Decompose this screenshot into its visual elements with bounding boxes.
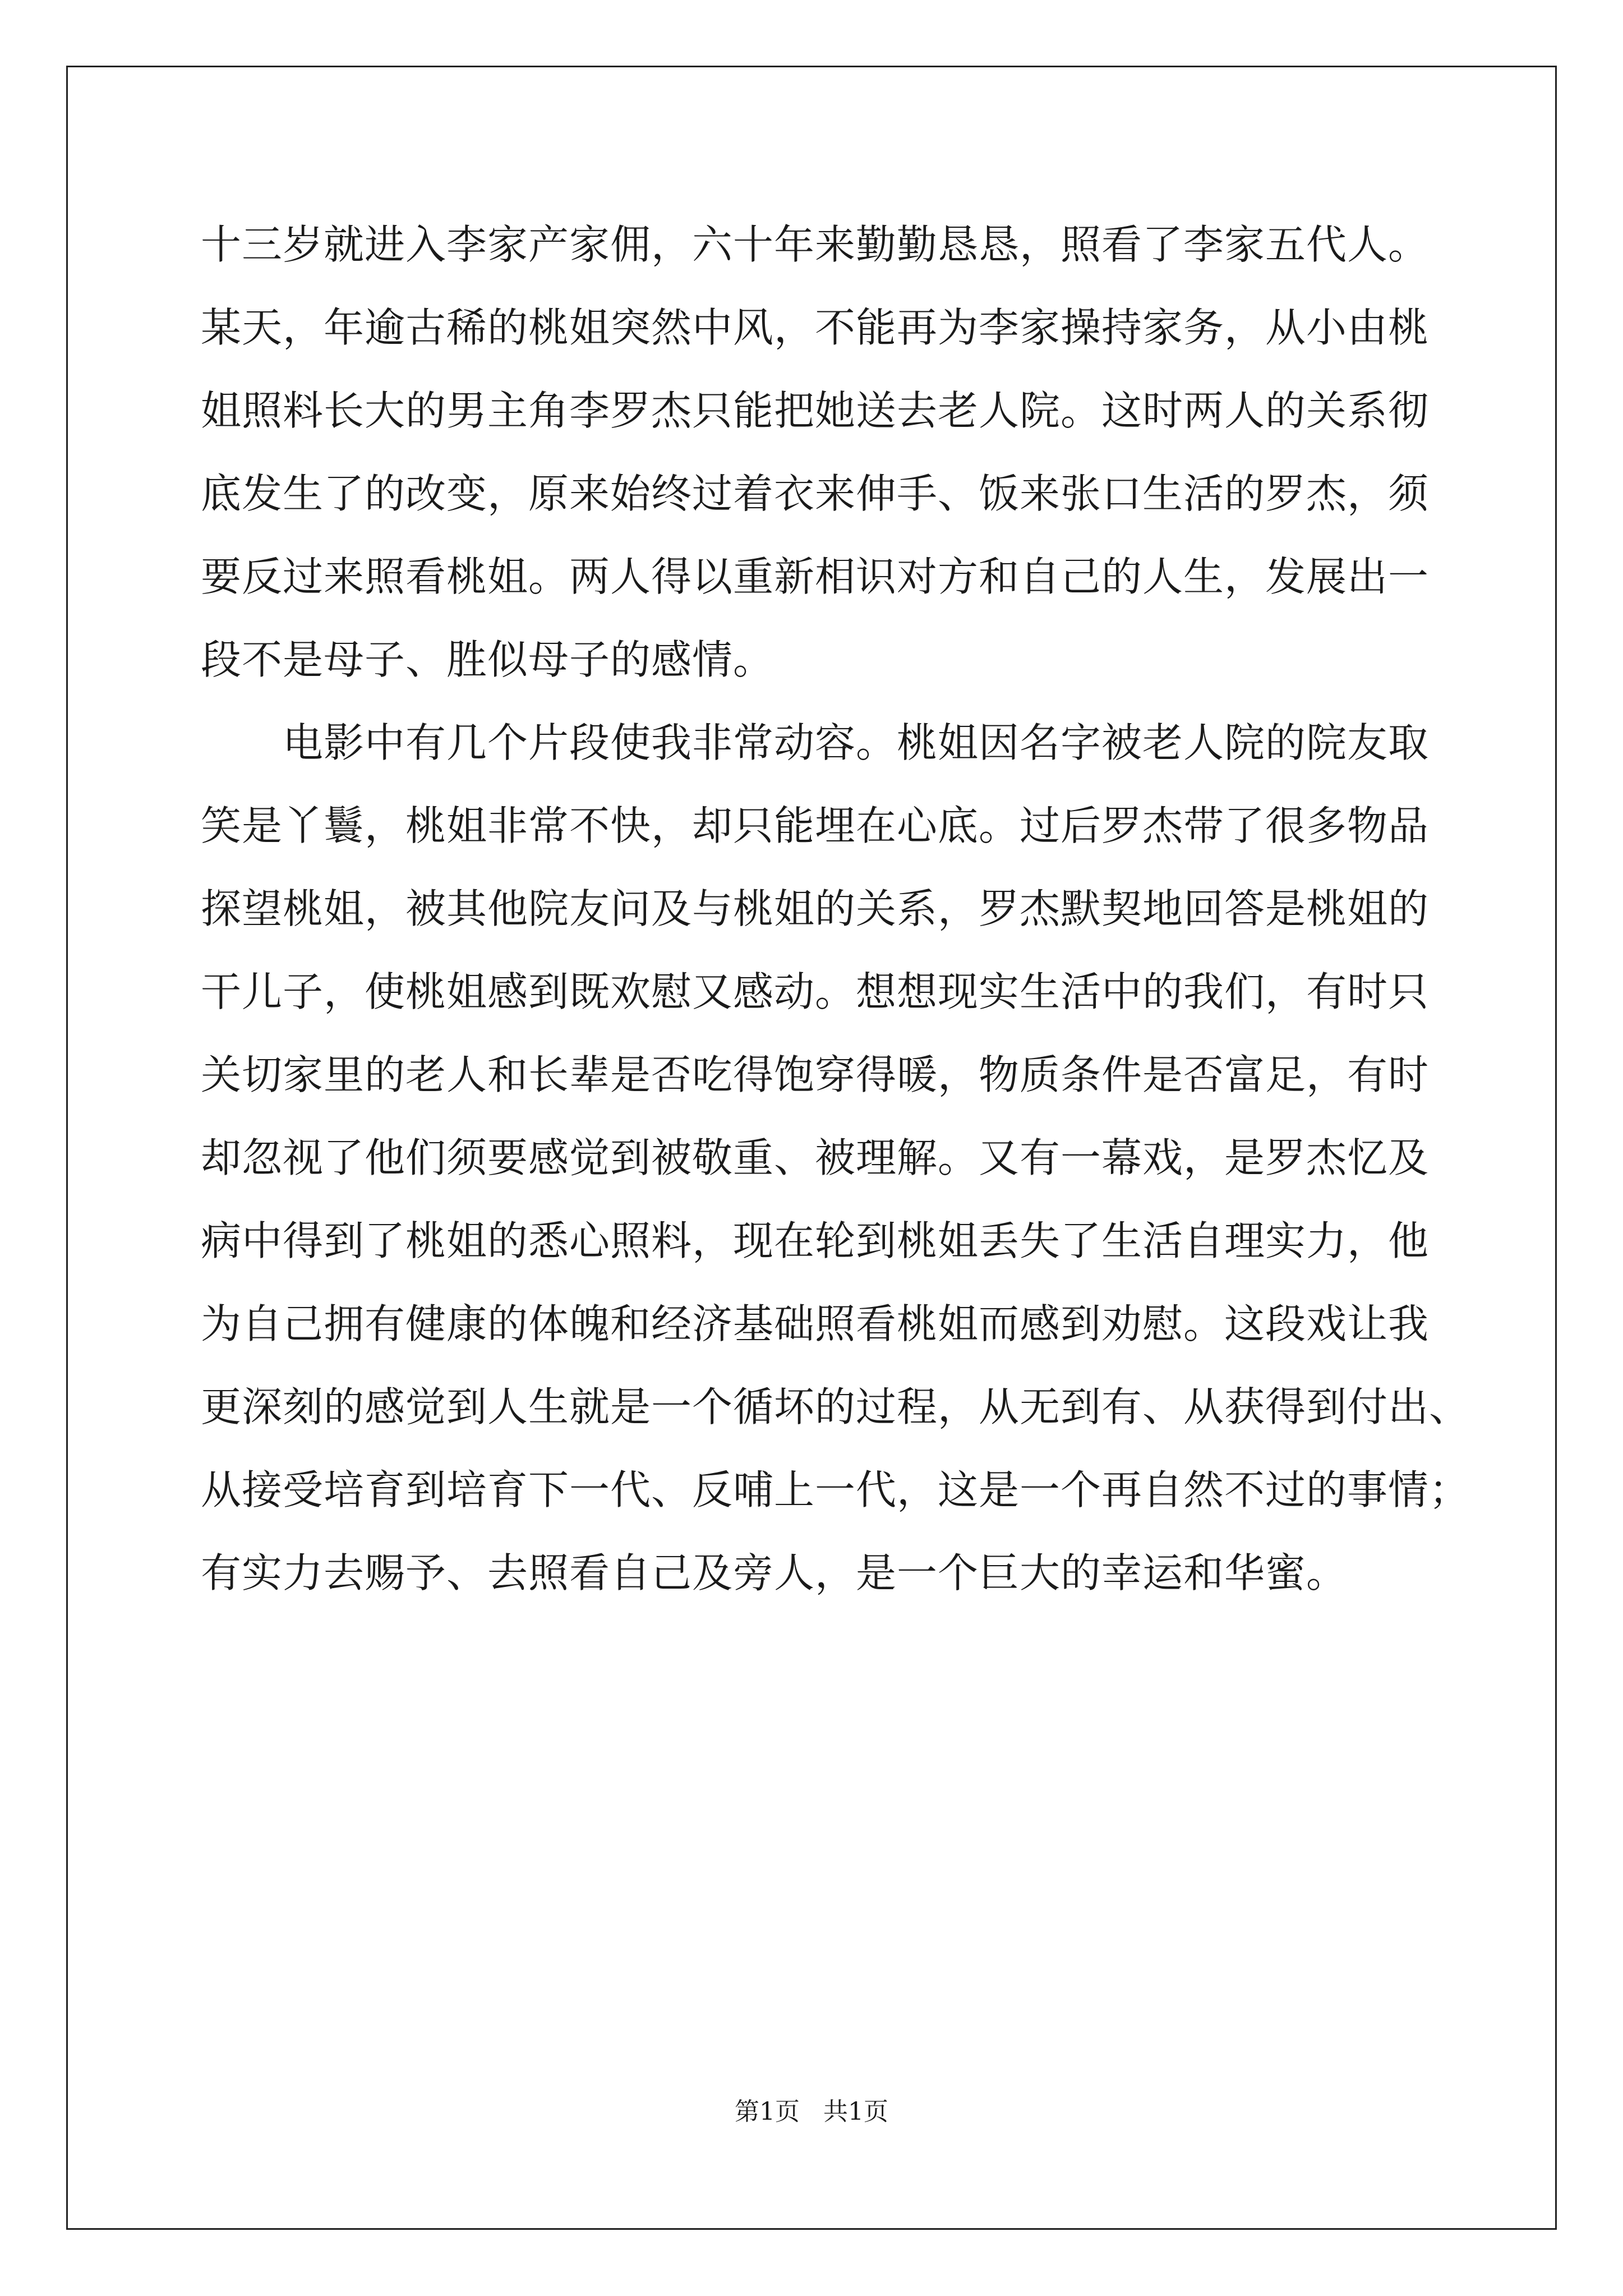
text-line: 探望桃姐，被其他院友问及与桃姐的关系，罗杰默契地回答是桃姐的 — [201, 885, 1430, 932]
text-line: 干儿子，使桃姐感到既欢慰又感动。想想现实生活中的我们，有时只 — [201, 968, 1430, 1015]
text-line: 病中得到了桃姐的悉心照料，现在轮到桃姐丢失了生活自理实力，他 — [201, 1217, 1430, 1264]
text-line: 有实力去赐予、去照看自己及旁人，是一个巨大的幸运和华蜜。 — [201, 1549, 1348, 1596]
document-body — [201, 203, 1470, 1614]
text-line: 为自己拥有健康的体魄和经济基础照看桃姐而感到劝慰。这段戏让我 — [201, 1300, 1430, 1347]
page-number-footer: 第1页 共1页 — [735, 2097, 888, 2126]
text-line: 某天，年逾古稀的桃姐突然中风，不能再为李家操持家务，从小由桃 — [201, 304, 1430, 351]
text-line: 要反过来照看桃姐。两人得以重新相识对方和自己的人生，发展出一 — [201, 553, 1430, 600]
text-line: 电影中有几个片段使我非常动容。桃姐因名字被老人院的院友取 — [283, 719, 1430, 766]
text-line: 笑是丫鬟，桃姐非常不快，却只能埋在心底。过后罗杰带了很多物品 — [201, 802, 1430, 849]
text-line: 十三岁就进入李家产家佣，六十年来勤勤恳恳，照看了李家五代人。 — [201, 221, 1430, 268]
text-line: 从接受培育到培育下一代、反哺上一代，这是一个再自然不过的事情； — [201, 1466, 1470, 1513]
text-line: 姐照料长大的男主角李罗杰只能把她送去老人院。这时两人的关系彻 — [201, 387, 1430, 434]
text-line: 底发生了的改变，原来始终过着衣来伸手、饭来张口生活的罗杰，须 — [201, 470, 1430, 517]
text-line: 却忽视了他们须要感觉到被敬重、被理解。又有一幕戏，是罗杰忆及 — [201, 1134, 1430, 1181]
text-line: 更深刻的感觉到人生就是一个循坏的过程，从无到有、从获得到付出、 — [201, 1383, 1470, 1430]
text-line: 段不是母子、胜似母子的感情。 — [201, 636, 774, 683]
text-line: 关切家里的老人和长辈是否吃得饱穿得暖，物质条件是否富足，有时 — [201, 1051, 1430, 1098]
